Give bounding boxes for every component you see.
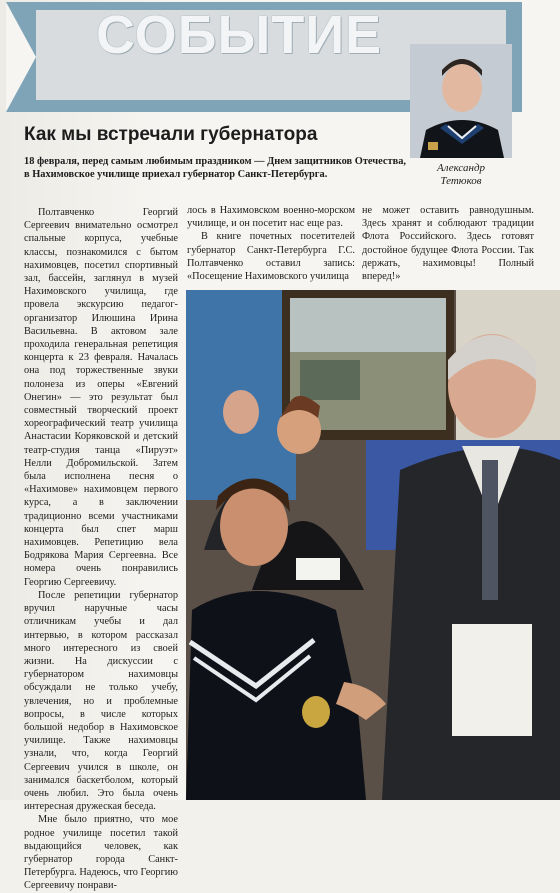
event-photo-illustration <box>186 290 560 800</box>
author-portrait <box>410 44 512 158</box>
author-caption <box>410 162 512 188</box>
section-title: СОБЫТИЕ <box>96 5 383 65</box>
paragraph: После репетиции губернатор вручил наручные часы отличникам учебы и дал интервью, в котором рассказал много интересного из своей жизни. На дискуссии с губернатором нахимовцы обсуждали не только учебу, увлечения, но и проблемные вопросы, в числе которых большой недобор в Нахимовское училище. Также нахимовцы узнали, что, когда Георгий Сергеевич учился в школе, он занимался баскетболом, который очень любил. Это была очень интересная дружеская беседа. <box>24 589 178 813</box>
paragraph: Мне было приятно, что мое родное училище посетил такой выдающийся человек, как губернатор города Санкт-Петербурга. Надеюсь, что Георгию Сергеевичу понрави- <box>24 814 178 892</box>
paragraph: лось в Нахимовском военно-морском училище, и он посетит нас еще раз. <box>187 205 355 230</box>
article-lead: 18 февраля, перед самым любимым праздником — Днем защитников Отечества, в Нахимовское училище приехал губернатор Санкт-Петербурга. <box>24 156 407 180</box>
banner-arrow-notch <box>6 2 36 112</box>
text-column-1 <box>24 206 178 892</box>
event-photo <box>186 290 560 800</box>
paragraph: В книге почетных посетителей губернатор Санкт-Петербурга Г.С. Полтавченко оставил запись: «Посещение Нахимовского училища <box>187 231 355 283</box>
author-first-name: Александр <box>436 162 486 174</box>
text-column-2 <box>187 204 355 283</box>
author-last-name: Тетюков <box>440 175 482 187</box>
paragraph: не может оставить равнодушным. Здесь хранят и соблюдают традиции Флота Российского. Здесь готовят достойное будущее Флота России. Так держать, нахимовцы! Полный вперед!» <box>362 205 534 283</box>
text-column-3 <box>362 204 534 283</box>
paragraph: Полтавченко Георгий Сергеевич внимательно осмотрел спальные корпуса, учебные классы, познакомился с бытом нахимовцев, посетил спортивный зал, бассейн, заглянул в музей Нахимовского училища, где провела экскурсию педагог-организатор Илюшина Ирина Васильевна. В актовом зале проходила генеральная репетиция концерта к 23 февраля. Началась она под торжественные звуки полонеза из оперы «Евгений Онегин» — это результат был совместный творческий проект хореографический театр училища Анастасии Коряковской и детский театр-студия танца «Пируэт» Нелли Добромильской. Затем была исполнена песня о «Нахимове» нахимовцем первого курса, а в заключении традиционно всеми участниками концерта был спет марш нахимовцев. Репетицию вела Бодрякова Мария Сергеевна. Все номера очень понравились Георгию Сергеевичу. <box>24 207 178 588</box>
author-photo <box>410 44 512 158</box>
article-headline: Как мы встречали губернатора <box>24 124 318 145</box>
